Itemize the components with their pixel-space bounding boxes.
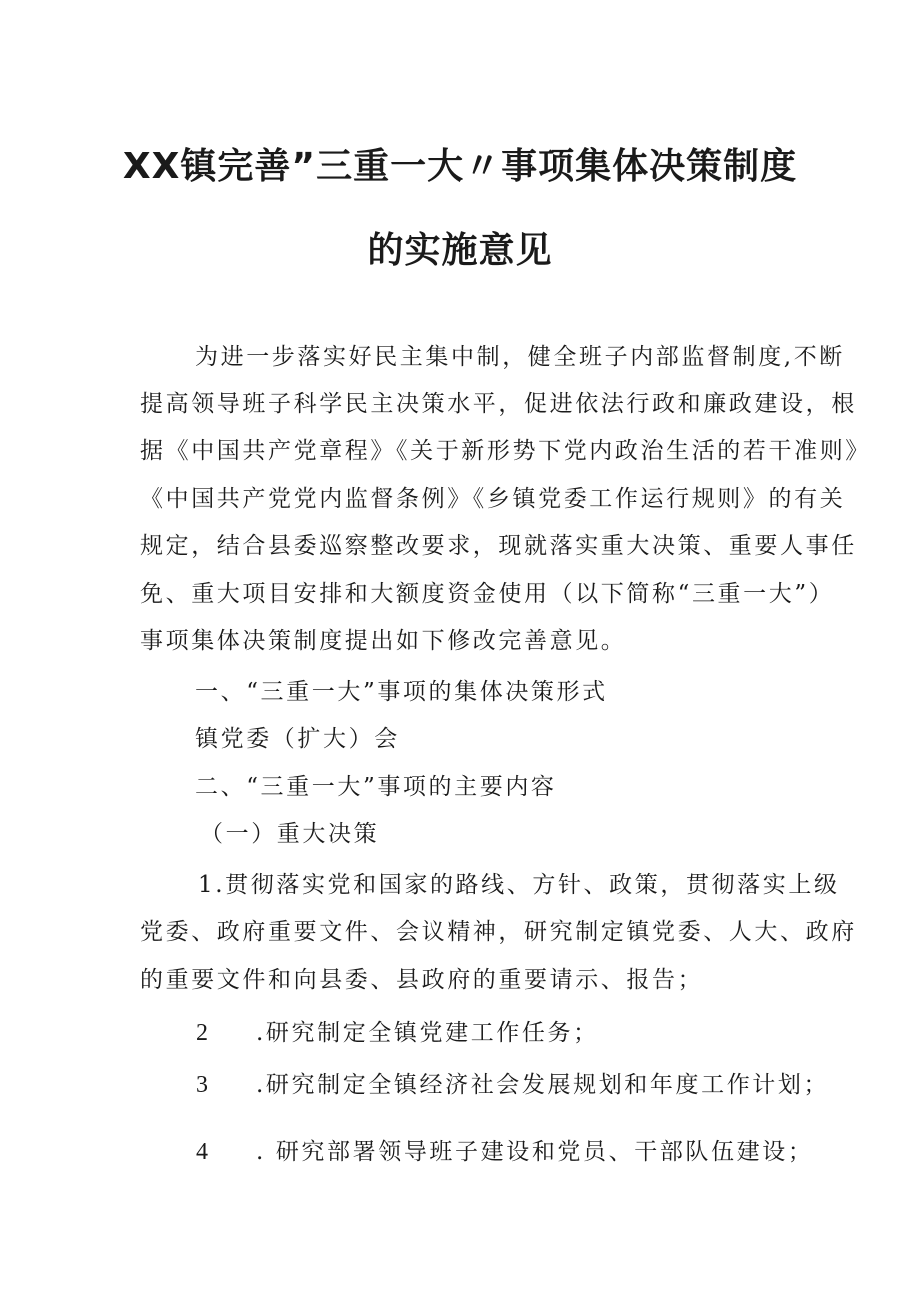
intro-line: 提高领导班子科学民主决策水平，促进依法行政和廉政建设，根 (140, 391, 857, 417)
item-1-line: 的重要文件和向县委、县政府的重要请示、报告； (140, 967, 704, 993)
item-2-text: .研究制定全镇党建工作任务； (256, 1020, 599, 1046)
item-4-text: . 研究部署领导班子建设和党员、干部队伍建设； (256, 1139, 814, 1165)
intro-line: 免、重大项目安排和大额度资金使用（以下简称“三重一大”） (140, 581, 835, 607)
item-1-line: 1.贯彻落实党和国家的路线、方针、政策，贯彻落实上级 (198, 872, 840, 898)
item-2-number: 2 (196, 1020, 208, 1046)
intro-line: 据《中国共产党章程》《关于新形势下党内政治生活的若干准则》 (140, 438, 871, 464)
document-title-line-2: 的实施意见 (367, 230, 553, 271)
document-title-line-1: XX镇完善”三重一大〃事项集体决策制度 (122, 146, 798, 187)
section-1-heading: 一、“三重一大”事项的集体决策形式 (195, 679, 608, 705)
item-3 (196, 1066, 829, 1099)
section-2-heading: 二、“三重一大”事项的主要内容 (195, 774, 557, 800)
item-2 (196, 1014, 599, 1047)
item-4 (196, 1133, 813, 1166)
item-4-number: 4 (196, 1139, 208, 1165)
item-1-line: 党委、政府重要文件、会议精神，研究制定镇党委、人大、政府 (140, 919, 857, 945)
section-1-body: 镇党委（扩大）会 (195, 726, 400, 752)
intro-line: 规定，结合县委巡察整改要求，现就落实重大决策、重要人事任 (140, 533, 857, 559)
item-3-number: 3 (196, 1072, 208, 1098)
intro-line: 《中国共产党党内监督条例》《乡镇党委工作运行规则》的有关 (140, 486, 846, 512)
subsection-1-heading: （一）重大决策 (200, 821, 380, 847)
intro-line: 为进一步落实好民主集中制，健全班子内部监督制度,不断 (195, 344, 845, 370)
item-3-text: .研究制定全镇经济社会发展规划和年度工作计划； (256, 1072, 830, 1098)
intro-line: 事项集体决策制度提出如下修改完善意见。 (140, 628, 627, 654)
